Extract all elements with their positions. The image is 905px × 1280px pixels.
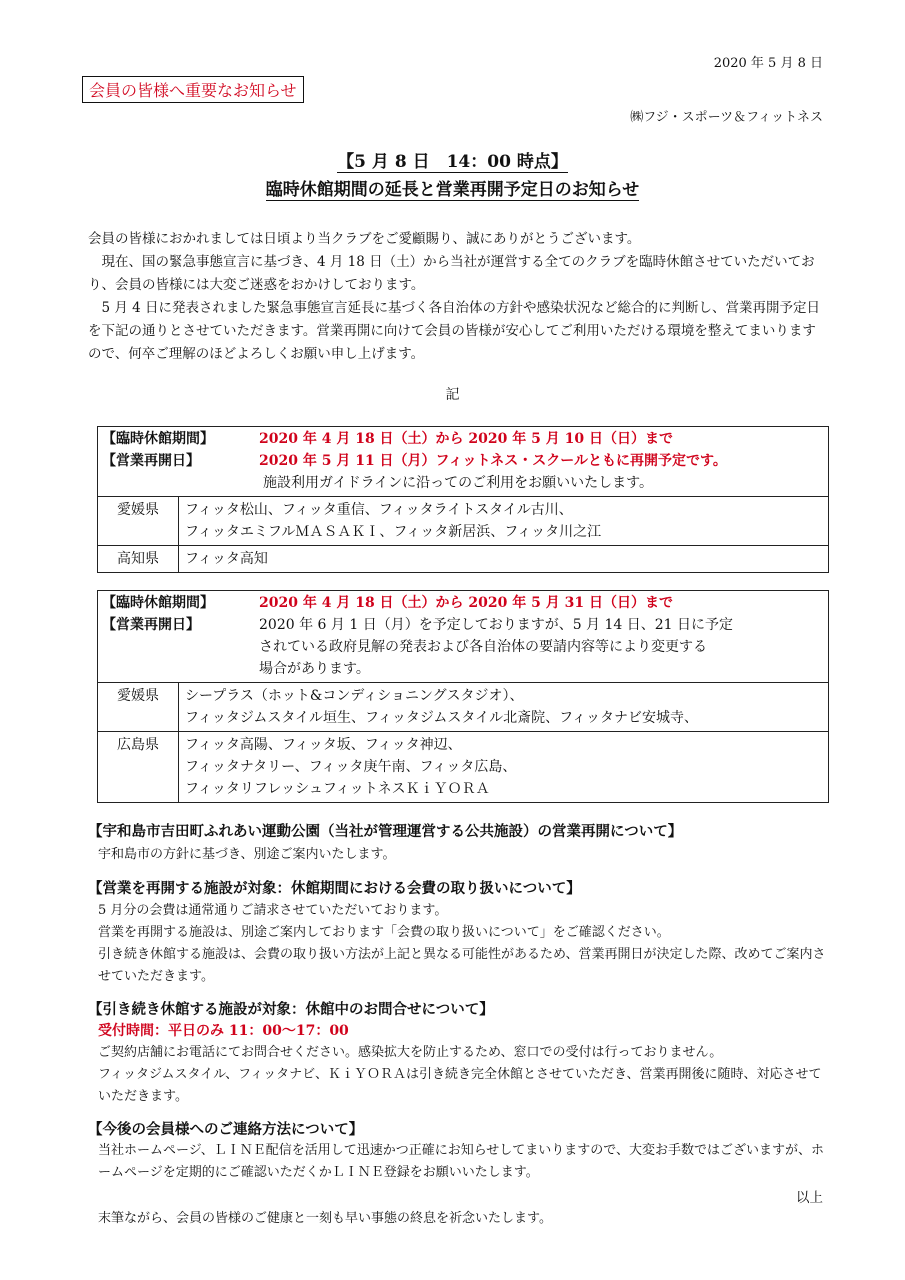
prefecture-cell: 愛媛県 — [98, 683, 179, 732]
facility-list — [179, 546, 829, 573]
facility-line: フィッタエミフルＭＡＳＡＫＩ、フィッタ新居浜、フィッタ川之江 — [185, 524, 602, 540]
reopen-note-line: されている政府見解の発表および各自治体の要請内容等により変更する — [259, 639, 707, 655]
intro-text — [88, 228, 828, 366]
facility-line: フィッタリフレッシュフィットネスＫｉＹＯＲＡ — [185, 781, 490, 797]
intro-paragraph: 現在、国の緊急事態宣言に基づき、4 月 18 日（土）から当社が運営する全てのクラブを臨時休館させていただいており、会員の皆様には大変ご迷惑をおかけしております。 — [88, 254, 815, 293]
inquiry-line: ご契約店舗にお電話にてお問合せください。感染拡大を防止するため、窓口での受付は行っておりません。 — [98, 1045, 723, 1060]
facility-line: フィッタジムスタイル垣生、フィッタジムスタイル北斎院、フィッタナビ安城寺、 — [185, 710, 698, 726]
reopen-note — [259, 614, 733, 680]
fees-section-title: 【営業を再開する施設が対象：休館期間における会費の取り扱いについて】 — [88, 880, 581, 897]
schedule-header — [98, 591, 829, 683]
fees-section-body — [98, 900, 828, 988]
contact-section-body: 当社ホームページ、ＬＩＮＥ配信を活用して迅速かつ正確にお知らせしてまいりますので、大変お手数ではございますが、ホームページを定期的にご確認いただくかＬＩＮＥ登録をお願いいたします。 — [98, 1143, 825, 1180]
prefecture-cell: 高知県 — [98, 546, 179, 573]
important-notice-label: 会員の皆様へ重要なお知らせ — [82, 76, 304, 103]
facility-line: フィッタ松山、フィッタ重信、フィッタライトスタイル古川、 — [185, 502, 573, 518]
intro-paragraph: 会員の皆様におかれましては日頃より当クラブをご愛顧賜り、誠にありがとうございます。 — [88, 231, 641, 247]
document-title — [0, 148, 905, 204]
reopen-note-line: 場合があります。 — [259, 661, 370, 677]
inquiry-section-title: 【引き続き休館する施設が対象：休館中のお問合せについて】 — [88, 1001, 494, 1018]
reopen-label: 【営業再開日】 — [102, 617, 200, 633]
reopen-date: 2020 年 5 月 11 日（月）フィットネス・スクールともに再開予定です。 — [259, 453, 727, 469]
schedule-header — [98, 427, 829, 497]
closure-period: 2020 年 4 月 18 日（土）から 2020 年 5 月 10 日（日）まで — [259, 431, 673, 447]
reopen-note-line: 2020 年 6 月 1 日（月）を予定しておりますが、5 月 14 日、21 日に予定 — [259, 617, 734, 633]
title-main: 臨時休館期間の延長と営業再開予定日のお知らせ — [265, 180, 640, 200]
facility-line: フィッタ高知 — [185, 551, 268, 567]
facility-list — [179, 683, 829, 732]
company-name: ㈱フジ・スポーツ＆フィットネス — [630, 110, 823, 125]
reopen-label: 【営業再開日】 — [102, 453, 200, 469]
prefecture-cell: 愛媛県 — [98, 497, 179, 546]
park-section-title: 【宇和島市吉田町ふれあい運動公園（当社が管理運営する公共施設）の営業再開について】 — [88, 823, 683, 840]
fees-line: 5 月分の会費は通常通りご請求させていただいております。 — [98, 903, 448, 918]
guideline-note: 施設利用ガイドラインに沿ってのご利用をお願いいたします。 — [263, 475, 654, 491]
facility-line: フィッタナタリー、フィッタ庚午南、フィッタ広島、 — [185, 759, 517, 775]
closing-remark: 末筆ながら、会員の皆様のご健康と一刻も早い事態の終息を祈念いたします。 — [98, 1211, 552, 1226]
ijo-marker: 以上 — [796, 1190, 823, 1206]
facility-list — [179, 732, 829, 803]
fees-line: 営業を再開する施設は、別途ご案内しております「会費の取り扱いについて」をご確認ください。 — [98, 925, 670, 940]
park-section-body: 宇和島市の方針に基づき、別途ご案内いたします。 — [98, 847, 396, 862]
contact-section-title: 【今後の会員様へのご連絡方法について】 — [88, 1121, 364, 1138]
inquiry-line: フィッタジムスタイル、フィッタナビ、ＫｉＹＯＲＡは引き続き完全休館とさせていただき、営業再開後に随時、対応させていただきます。 — [98, 1067, 822, 1104]
closure-label: 【臨時休館期間】 — [102, 431, 214, 447]
fees-line: 引き続き休館する施設は、会費の取り扱い方法が上記と異なる可能性があるため、営業再開日が決定した際、改めてご案内させていただきます。 — [98, 947, 826, 984]
closure-period: 2020 年 4 月 18 日（土）から 2020 年 5 月 31 日（日）まで — [259, 595, 673, 611]
inquiry-section-body — [98, 1020, 828, 1108]
facility-line: フィッタ高陽、フィッタ坂、フィッタ神辺、 — [185, 737, 462, 753]
inquiry-hours: 受付時間：平日のみ 11：00〜17：00 — [98, 1023, 349, 1039]
facility-list — [179, 497, 829, 546]
schedule-box-2 — [97, 590, 829, 803]
schedule-box-1 — [97, 426, 829, 573]
closure-label: 【臨時休館期間】 — [102, 595, 214, 611]
intro-paragraph: 5 月 4 日に発表されました緊急事態宣言延長に基づく各自治体の方針や感染状況など総合的に判断し、営業再開予定日を下記の通りとさせていただきます。営業再開に向けて会員の皆様が安心してご利用いただける環境を整えてまいりますので、何卒ご理解のほどよろしくお願い申し上げます。 — [88, 300, 821, 362]
facility-line: シープラス（ホット&コンディショニングスタジオ）、 — [185, 688, 524, 704]
document-date: 2020 年 5 月 8 日 — [713, 56, 823, 71]
title-timestamp: 【5 月 8 日 14：00 時点】 — [337, 152, 568, 172]
prefecture-cell: 広島県 — [98, 732, 179, 803]
ki-marker: 記 — [445, 387, 460, 403]
